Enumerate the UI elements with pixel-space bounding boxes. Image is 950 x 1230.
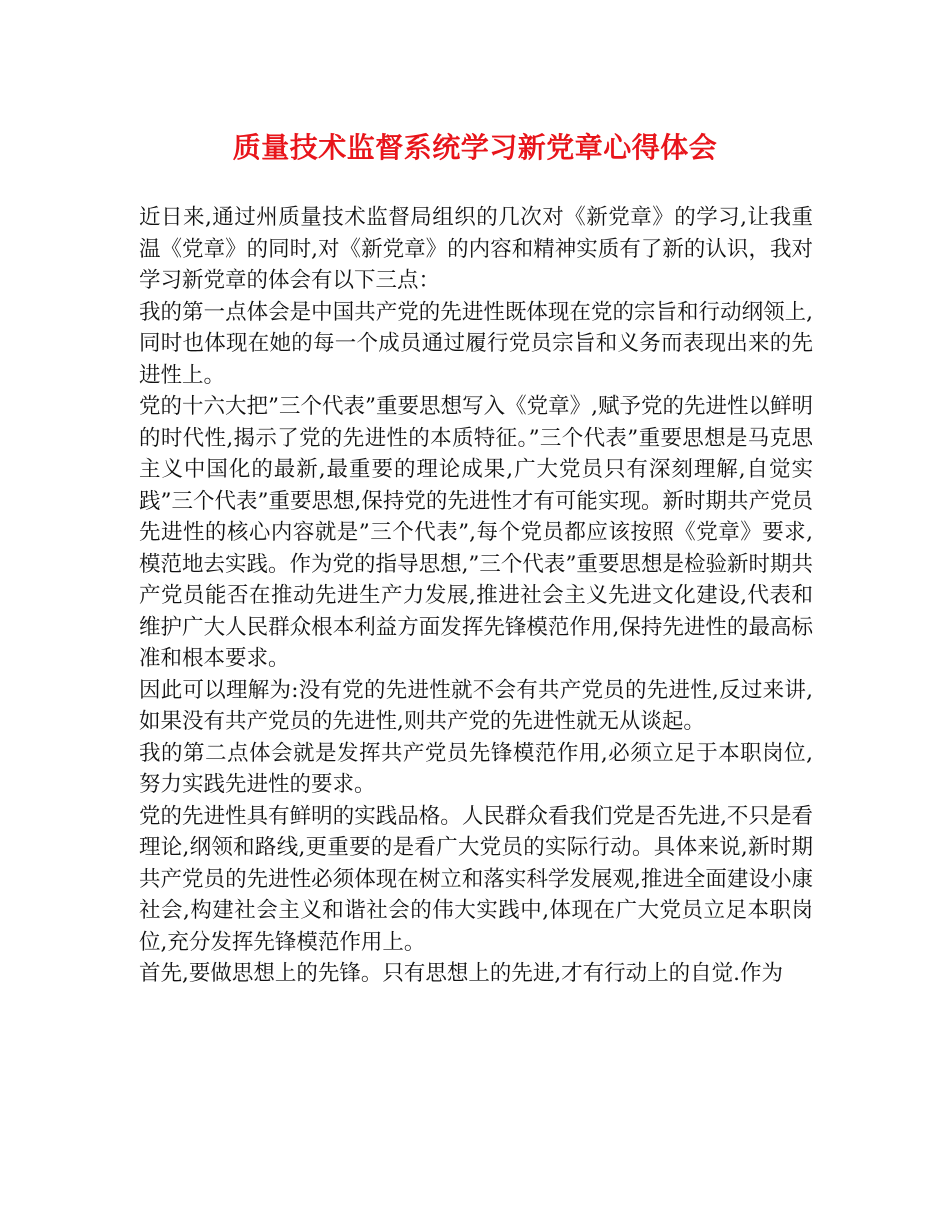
paragraph: 近日来,通过州质量技术监督局组织的几次对《新党章》的学习,让我重温《党章》的同时,对《新党章》的内容和精神实质有了新的认识，我对学习新党章的体会有以下三点： (139, 205, 813, 293)
paragraph: 首先,要做思想上的先锋。只有思想上的先进,才有行动上的自觉.作为 (139, 961, 784, 986)
document-body (139, 202, 813, 990)
paragraph: 党的先进性具有鲜明的实践品格。人民群众看我们党是否先进,不只是看理论,纲领和路线,更重要的是看广大党员的实际行动。具体来说,新时期共产党员的先进性必须体现在树立和落实科学发展观,推进全面建设小康社会,构建社会主义和谐社会的伟大实践中,体现在广大党员立足本职岗位,充分发挥先锋模范作用上。 (139, 803, 813, 955)
paragraph: 党的十六大把”三个代表”重要思想写入《党章》,赋予党的先进性以鲜明的时代性,揭示了党的先进性的本质特征。”三个代表”重要思想是马克思主义中国化的最新,最重要的理论成果,广大党员只有深刻理解,自觉实践”三个代表”重要思想,保持党的先进性才有可能实现。新时期共产党员先进性的核心内容就是”三个代表”,每个党员都应该按照《党章》要求,模范地去实践。作为党的指导思想,”三个代表”重要思想是检验新时期共产党员能否在推动先进生产力发展,推进社会主义先进文化建设,代表和维护广大人民群众根本利益方面发挥先锋模范作用,保持先进性的最高标准和根本要求。 (139, 394, 813, 671)
document-title: 质量技术监督系统学习新党章心得体会 (232, 131, 718, 164)
paragraph: 我的第一点体会是中国共产党的先进性既体现在党的宗旨和行动纲领上,同时也体现在她的每一个成员通过履行党员宗旨和义务而表现出来的先进性上。 (139, 299, 813, 388)
paragraph: 因此可以理解为:没有党的先进性就不会有共产党员的先进性,反过来讲,如果没有共产党员的先进性,则共产党的先进性就无从谈起。 (139, 677, 813, 734)
paragraph: 我的第二点体会就是发挥共产党员先锋模范作用,必须立足于本职岗位,努力实践先进性的要求。 (139, 740, 813, 797)
